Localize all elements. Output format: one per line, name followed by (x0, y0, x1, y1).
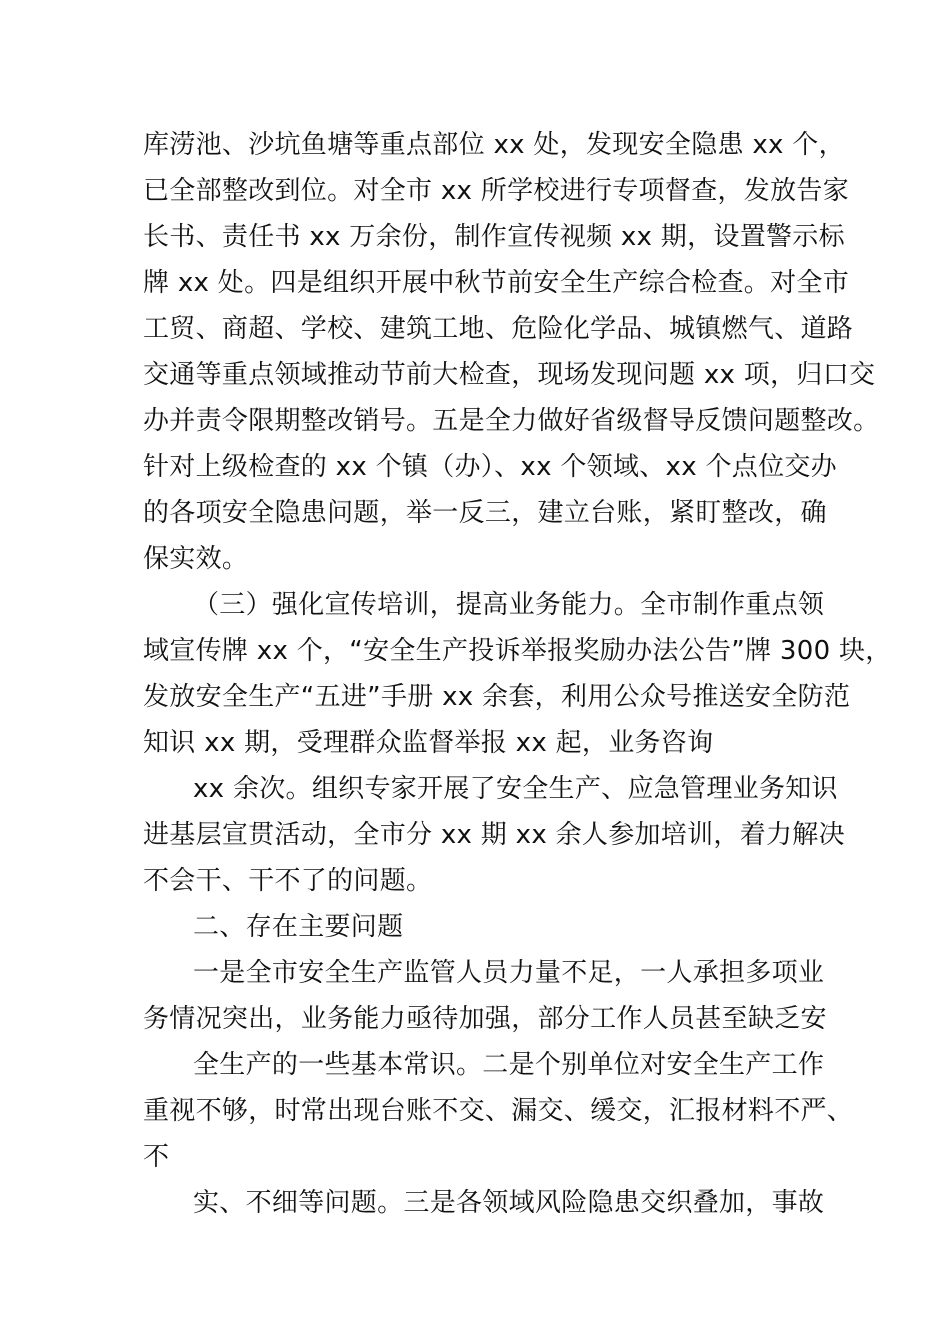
text-line: 重视不够，时常出现台账不交、漏交、缓交，汇报材料不严、 (143, 1096, 854, 1126)
text-line: 库涝池、沙坑鱼塘等重点部位 xx 处，发现安全隐患 xx 个， (143, 130, 845, 160)
text-line: 务情况突出，业务能力亟待加强，部分工作人员甚至缺乏安 (143, 1004, 827, 1034)
text-line: 域宣传牌 xx 个，“安全生产投诉举报奖励办法公告”牌 300 块， (143, 636, 892, 666)
text-line: 牌 xx 处。四是组织开展中秋节前安全生产综合检查。对全市 (143, 268, 850, 298)
text-line: 不 (143, 1142, 170, 1172)
text-line: 实、不细等问题。三是各领域风险隐患交织叠加，事故 (193, 1188, 825, 1218)
text-line: 工贸、商超、学校、建筑工地、危险化学品、城镇燃气、道路 (143, 314, 854, 344)
text-line: 全生产的一些基本常识。二是个别单位对安全生产工作 (193, 1050, 825, 1080)
text-line: 长书、责任书 xx 万余份，制作宣传视频 xx 期，设置警示标 (143, 222, 845, 252)
section-heading-line: （三）强化宣传培训，提高业务能力。全市制作重点领 (193, 590, 825, 620)
text-line: 一是全市安全生产监管人员力量不足，一人承担多项业 (193, 958, 825, 988)
text-line: 办并责令限期整改销号。五是全力做好省级督导反馈问题整改。 (143, 406, 880, 436)
text-line: 针对上级检查的 xx 个镇（办）、xx 个领域、xx 个点位交办 (143, 452, 837, 482)
text-line: 知识 xx 期，受理群众监督举报 xx 起，业务咨询 (143, 728, 714, 758)
section-heading: 二、存在主要问题 (193, 912, 404, 942)
text-line: 的各项安全隐患问题，举一反三，建立台账，紧盯整改，确 (143, 498, 827, 528)
text-line: 进基层宣贯活动，全市分 xx 期 xx 余人参加培训，着力解决 (143, 820, 845, 850)
text-line: 交通等重点领域推动节前大检查，现场发现问题 xx 项，归口交 (143, 360, 876, 390)
text-line: 不会干、干不了的问题。 (143, 866, 433, 896)
text-line: xx 余次。组织专家开展了安全生产、应急管理业务知识 (193, 774, 838, 804)
text-line: 保实效。 (143, 544, 249, 574)
text-line: 已全部整改到位。对全市 xx 所学校进行专项督查，发放告家 (143, 176, 850, 206)
text-line: 发放安全生产“五进”手册 xx 余套，利用公众号推送安全防范 (143, 682, 851, 712)
